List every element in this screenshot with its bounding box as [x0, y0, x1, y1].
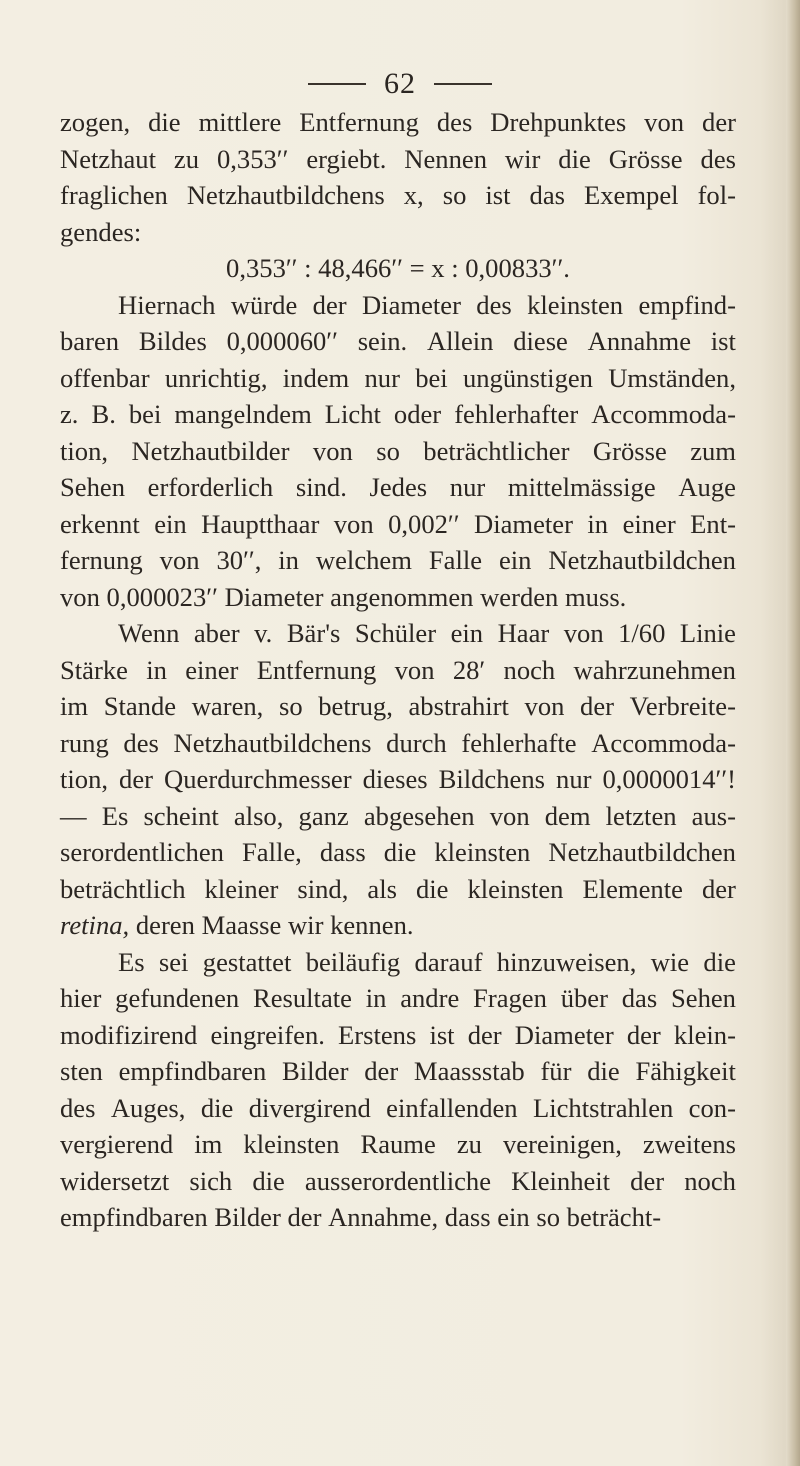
text-line: hier gefundenen Resultate in andre Fragen über das Sehen: [60, 983, 736, 1013]
text-line: modifizirend eingreifen. Erstens ist der Diameter der klein-: [60, 1019, 736, 1050]
text-line: tion, Netzhautbilder von so beträchtlicher Grösse zum: [60, 435, 736, 466]
header-dash-left: [308, 83, 366, 85]
text-line: Hiernach würde der Diameter des kleinsten empfind-: [118, 289, 736, 320]
text-line: z. B. bei mangelndem Licht oder fehlerhafter Accommoda-: [60, 399, 736, 429]
text-line: Netzhaut zu 0,353′′ ergiebt. Nennen wir die Grösse des: [60, 143, 736, 174]
text-line: tion, der Querdurchmesser dieses Bildchens nur 0,0000014′′!: [60, 764, 736, 794]
text-line: zogen, die mittlere Entfernung des Drehpunktes von der: [60, 107, 736, 137]
header-dash-right: [434, 83, 492, 85]
text-line: — Es scheint also, ganz abgesehen von dem letzten aus-: [60, 800, 736, 831]
text-line: serordentlichen Falle, dass die kleinsten Netzhautbildchen: [60, 837, 736, 867]
text-line: vergierend im kleinsten Raume zu vereinigen, zweitens: [60, 1129, 736, 1159]
text-line: fernung von 30′′, in welchem Falle ein Netzhautbildchen: [60, 545, 736, 575]
text-line: fraglichen Netzhautbildchens x, so ist das Exempel fol-: [60, 180, 736, 210]
text-line: rung des Netzhautbildchens durch fehlerhafte Accommoda-: [60, 727, 736, 758]
text-line: baren Bildes 0,000060′′ sein. Allein diese Annahme ist: [60, 326, 736, 356]
page-header: [0, 64, 800, 104]
page-number: 62: [384, 67, 416, 100]
text-line: gendes:: [60, 216, 142, 247]
text-line: beträchtlich kleiner sind, als die kleinsten Elemente der: [60, 873, 736, 904]
text-line: 0,353′′ : 48,466′′ = x : 0,00833′′.: [226, 253, 570, 283]
text-line: erkennt ein Hauptthaar von 0,002′′ Diameter in einer Ent-: [60, 508, 736, 539]
text-line: Sehen erforderlich sind. Jedes nur mittelmässige Auge: [60, 472, 736, 502]
page-edge: [786, 0, 800, 1466]
text-line: sten empfindbaren Bilder der Maassstab für die Fähigkeit: [60, 1056, 736, 1086]
text-line: des Auges, die divergirend einfallenden Lichtstrahlen con-: [60, 1092, 736, 1123]
text-line: widersetzt sich die ausserordentliche Kleinheit der noch: [60, 1165, 736, 1196]
text-line: retina, deren Maasse wir kennen.: [60, 910, 414, 940]
text-line: von 0,000023′′ Diameter angenommen werden muss.: [60, 581, 627, 612]
text-line: Es sei gestattet beiläufig darauf hinzuweisen, wie die: [118, 946, 736, 977]
text-line: empfindbaren Bilder der Annahme, dass ein so beträcht-: [60, 1202, 662, 1232]
text-line: Wenn aber v. Bär's Schüler ein Haar von 1/60 Linie: [118, 618, 736, 648]
page-body: [60, 104, 736, 1236]
text-line: Stärke in einer Entfernung von 28′ noch wahrzunehmen: [60, 654, 736, 685]
text-line: offenbar unrichtig, indem nur bei ungünstigen Umständen,: [60, 362, 736, 393]
text-line: im Stande waren, so betrug, abstrahirt von der Verbreite-: [60, 691, 736, 721]
